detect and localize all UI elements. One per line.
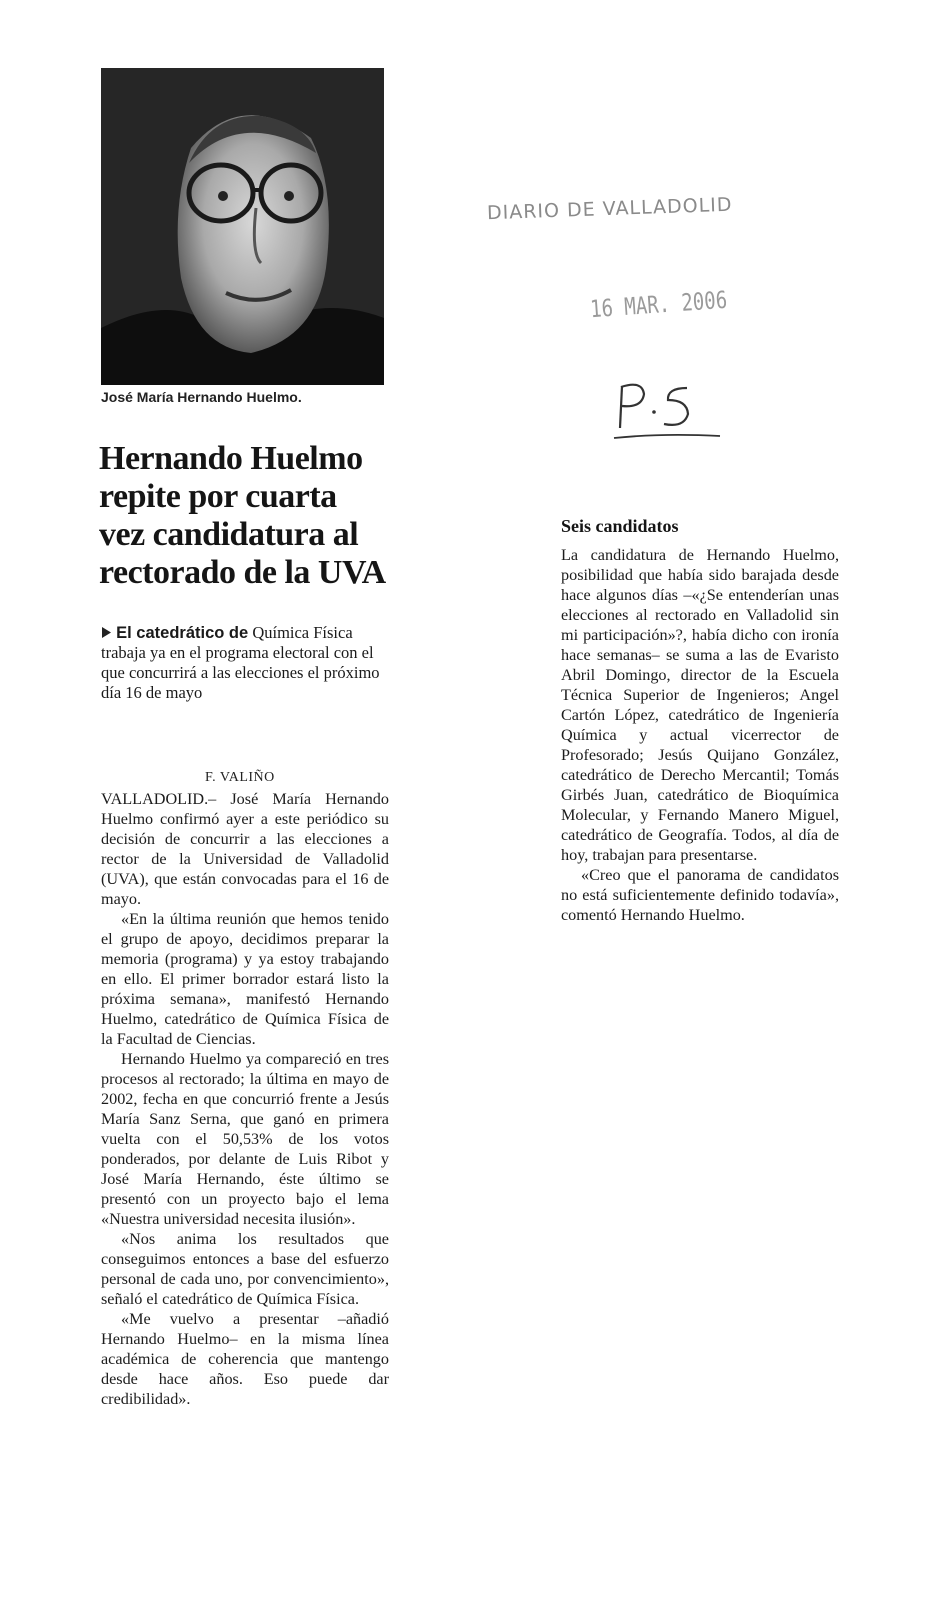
article-body-left bbox=[101, 789, 389, 1409]
paragraph: VALLADOLID.– José María Hernando Huelmo confirmó ayer a este periódico su decisión de concurrir a las elecciones a rector de la Universidad de Valladolid (UVA), que están convocadas para el 16 de mayo. bbox=[101, 790, 389, 908]
article-headline: Hernando Huelmo repite por cuarta vez candidatura al rectorado de la UVA bbox=[99, 440, 386, 591]
lead-text: Química Física trabaja ya en el programa electoral con el que concurrirá a las elecciones el próximo día 16 de mayo bbox=[101, 623, 380, 702]
paragraph: «En la última reunión que hemos tenido el grupo de apoyo, decidimos preparar la memoria (programa) y ya estoy trabajando en ello. El primer borrador estará listo la próxima semana», manifestó Hernando Huelmo, catedrático de Química Física de la Facultad de Ciencias. bbox=[101, 910, 389, 1048]
byline: F. VALIÑO bbox=[205, 770, 275, 785]
date-stamp: 16 MAR. 2006 bbox=[589, 286, 729, 324]
article-body-right bbox=[561, 545, 839, 925]
section-subhead: Seis candidatos bbox=[561, 516, 679, 536]
paragraph: «Nos anima los resultados que conseguimos entonces a base del esfuerzo personal de cada uno, por convencimiento», señaló el catedrático de Química Física. bbox=[101, 1230, 389, 1308]
article-lead bbox=[101, 623, 389, 703]
paragraph: «Creo que el panorama de candidatos no está suficientemente definido todavía», comentó Hernando Huelmo. bbox=[561, 866, 839, 924]
triangle-right-icon bbox=[101, 626, 112, 639]
paragraph: La candidatura de Hernando Huelmo, posibilidad que había sido barajada desde hace algunos días –«¿Se entenderían unas elecciones al rectorado en Valladolid sin mi participación»?, había dicho con ironía hace semanas– se suma a las de Evaristo Abril Domingo, director de la Escuela Técnica Superior de Ingenieros; Angel Cartón López, catedrático de Ingeniería Química y actual vicerrector de Profesorado; Jesús Quijano González, catedrático de Derecho Mercantil; Tomás Girbés Juan, catedrático de Bioquímica Molecular, y Fernando Manero Miguel, catedrático de Geografía. Todos, al día de hoy, trabajan para presentarse. bbox=[561, 546, 839, 864]
lead-bold: El catedrático de bbox=[116, 624, 249, 642]
photo-caption: José María Hernando Huelmo. bbox=[101, 389, 302, 405]
paragraph: «Me vuelvo a presentar –añadió Hernando Huelmo– en la misma línea académica de coherencia que mantengo desde hace años. Eso puede dar credibilidad». bbox=[101, 1310, 389, 1408]
paragraph: Hernando Huelmo ya compareció en tres procesos al rectorado; la última en mayo de 2002, fecha en que concurrió frente a Jesús María Sanz Serna, que ganó en primera vuelta con el 50,53% de los votos ponderados, por delante de Luis Ribot y José María Hernando, éste último se presentó con un proyecto bajo el lema «Nuestra universidad necesita ilusión». bbox=[101, 1050, 389, 1228]
portrait-photo bbox=[101, 68, 384, 385]
portrait-illustration bbox=[101, 68, 384, 385]
newspaper-source-stamp: DIARIO DE VALLADOLID bbox=[486, 193, 733, 225]
handwritten-page-note bbox=[612, 378, 722, 448]
